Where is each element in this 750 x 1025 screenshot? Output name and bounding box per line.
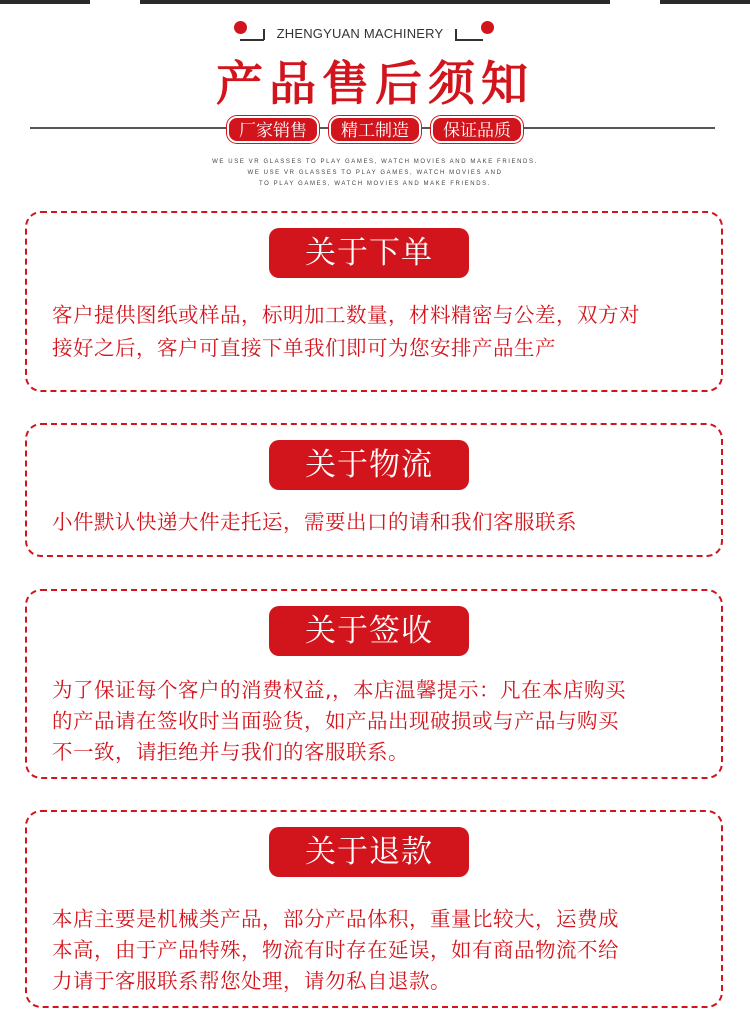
section-ordering xyxy=(25,211,723,392)
body-line: 力请于客服联系帮您处理，请勿私自退款。 xyxy=(52,969,451,993)
body-line: 不一致，请拒绝并与我们的客服联系。 xyxy=(52,740,409,764)
bracket-line xyxy=(240,39,264,41)
section-body xyxy=(52,675,712,768)
section-refund xyxy=(25,810,723,1008)
section-title: 关于退款 xyxy=(269,827,469,877)
red-dot-icon xyxy=(234,21,247,34)
body-line: 的产品请在签收时当面验货，如产品出现破损或与产品与购买 xyxy=(52,709,619,733)
section-body xyxy=(52,506,712,539)
fine-print-line: WE USE VR GLASSES TO PLAY GAMES, WATCH MOVIES AND xyxy=(247,170,503,176)
section-title: 关于物流 xyxy=(269,440,469,490)
body-line: 本店主要是机械类产品，部分产品体积，重量比较大，运费成 xyxy=(52,907,619,931)
tag-quality-assurance: 保证品质 xyxy=(431,116,523,143)
section-title: 关于下单 xyxy=(269,228,469,278)
section-body xyxy=(52,904,712,997)
feature-tags xyxy=(0,116,750,143)
brand-row xyxy=(0,18,750,50)
tag-factory-sales: 厂家销售 xyxy=(227,116,319,143)
page-title: 产品售后须知 xyxy=(216,57,534,112)
top-decorative-rule xyxy=(0,0,750,4)
body-line: 客户提供图纸或样品，标明加工数量，材料精密与公差，双方对 xyxy=(52,303,640,327)
body-line: 小件默认快递大件走托运，需要出口的请和我们客服联系 xyxy=(52,510,577,534)
red-dot-icon xyxy=(481,21,494,34)
section-logistics xyxy=(25,423,723,557)
body-line: 接好之后，客户可直接下单我们即可为您安排产品生产 xyxy=(52,336,556,360)
section-title: 关于签收 xyxy=(269,606,469,656)
section-body xyxy=(52,299,712,365)
body-line: 本高，由于产品特殊，物流有时存在延误，如有商品物流不给 xyxy=(52,938,619,962)
bracket-line xyxy=(455,39,483,41)
body-line: 为了保证每个客户的消费权益,，本店温馨提示：凡在本店购买 xyxy=(52,678,627,702)
tag-precision-manufacturing: 精工制造 xyxy=(329,116,421,143)
section-receipt xyxy=(25,589,723,779)
fine-print-line: WE USE VR GLASSES TO PLAY GAMES, WATCH MOVIES AND MAKE FRIENDS. xyxy=(212,159,538,165)
fine-print-line: TO PLAY GAMES, WATCH MOVIES AND MAKE FRIENDS. xyxy=(258,181,492,187)
brand-name: ZHENGYUAN MACHINERY xyxy=(276,26,444,41)
